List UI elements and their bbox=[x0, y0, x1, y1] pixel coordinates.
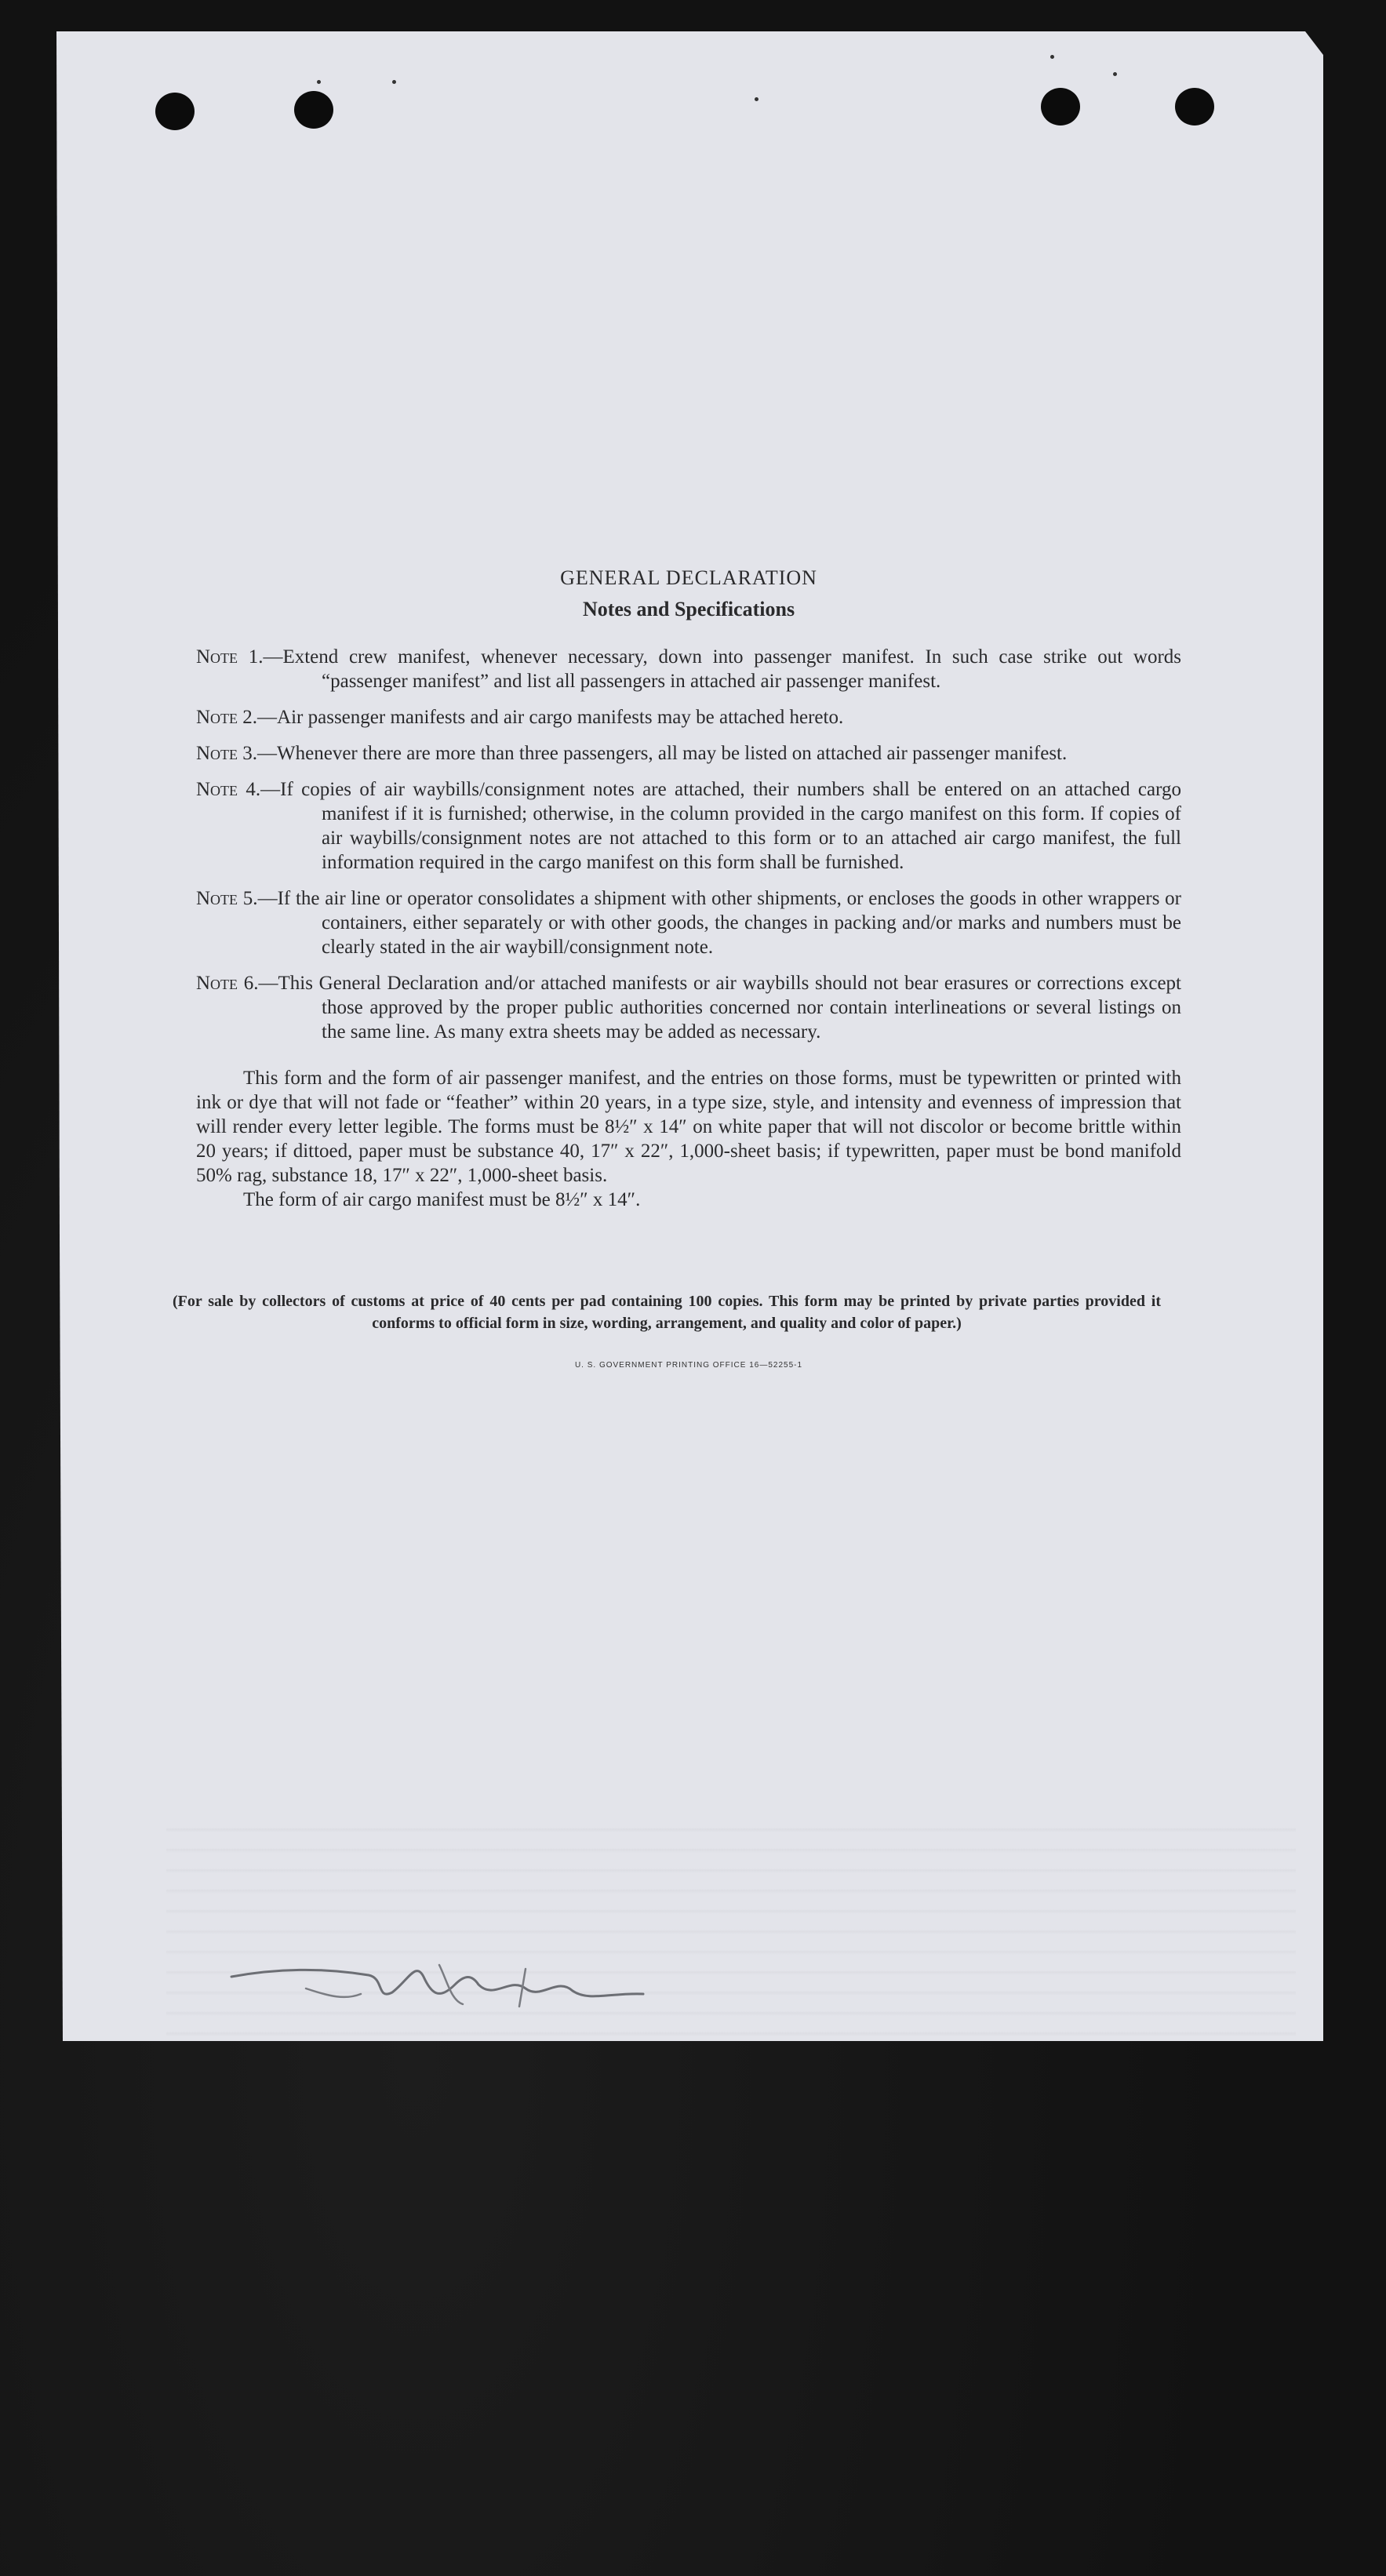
note-label: Note 3. bbox=[196, 743, 258, 764]
note-text: —If copies of air waybills/consignment notes are attached, their numbers shall be entered on an attached cargo manifest if it is furnished; otherwise, in the column provided in the cargo manifest on this form. If copies of air waybills/consignment notes are not attached to this form or to an attached air cargo manifest, the full information required in the cargo manifest on this form shall be furnished. bbox=[260, 779, 1181, 873]
punch-hole-3 bbox=[1041, 88, 1080, 126]
handwritten-signature bbox=[227, 1945, 651, 2016]
page-title: GENERAL DECLARATION bbox=[560, 566, 817, 589]
punch-hole-1 bbox=[155, 93, 195, 130]
note-text: —This General Declaration and/or attached manifests or air waybills should not bear erasures or corrections except those approved by the proper public authorities concerned nor contain interlineations or several listings on the same line. As many extra sheets may be added as necessary. bbox=[258, 973, 1181, 1042]
note-4 bbox=[196, 777, 1181, 875]
note-label: Note 6. bbox=[196, 973, 259, 994]
cargo-manifest-size-paragraph: The form of air cargo manifest must be 8½″ x 14″. bbox=[243, 1189, 641, 1210]
general-declaration-notes bbox=[173, 566, 1182, 1370]
punch-hole-2 bbox=[294, 91, 333, 129]
note-label: Note 2. bbox=[196, 707, 258, 728]
note-text: —Air passenger manifests and air cargo manifests may be attached hereto. bbox=[257, 707, 844, 728]
note-6 bbox=[196, 971, 1181, 1044]
printing-office-imprint: U. S. GOVERNMENT PRINTING OFFICE 16—52255-1 bbox=[574, 1361, 803, 1370]
note-text: —Extend crew manifest, whenever necessary, down into passenger manifest. In such case strike out words “passenger manifest” and list all passengers in attached air passenger manifest. bbox=[263, 646, 1182, 692]
page-subtitle: Notes and Specifications bbox=[582, 598, 795, 620]
note-label: Note 5. bbox=[196, 888, 258, 909]
speck bbox=[1050, 55, 1054, 59]
note-5 bbox=[196, 886, 1181, 959]
sale-notice: (For sale by collectors of customs at price of 40 cents per pad containing 100 copies. This form may be printed by private parties provided it conforms to official form in size, wording, arrangement, and quality and color of paper.) bbox=[173, 1293, 1161, 1332]
form-specification-paragraph: This form and the form of air passenger manifest, and the entries on those forms, must be typewritten or printed with ink or dye that will not fade or “feather” within 20 years, in a type size, style, and intensity and evenness of impression that will render every letter legible. The forms must be 8½″ x 14″ on white paper that will not discolor or become brittle within 20 years; if dittoed, paper must be substance 40, 17″ x 22″, 1,000-sheet basis; if typewritten, paper must be bond manifold 50% rag, substance 18, 17″ x 22″, 1,000-sheet basis. bbox=[196, 1068, 1181, 1186]
punch-hole-4 bbox=[1175, 88, 1214, 126]
speck bbox=[317, 80, 321, 84]
note-1 bbox=[196, 645, 1181, 693]
speck bbox=[755, 97, 758, 101]
note-text: —Whenever there are more than three passengers, all may be listed on attached air passenger manifest. bbox=[257, 743, 1068, 764]
note-label: Note 1. bbox=[196, 646, 264, 668]
note-text: —If the air line or operator consolidates a shipment with other shipments, or encloses the goods in other wrappers or containers, either separately or with other goods, the changes in packing and/or marks and numbers must be clearly stated in the air waybill/consignment note. bbox=[257, 888, 1182, 958]
speck bbox=[1113, 72, 1117, 76]
note-label: Note 4. bbox=[196, 779, 261, 800]
note-3 bbox=[196, 741, 1181, 766]
speck bbox=[392, 80, 396, 84]
note-2 bbox=[196, 705, 1181, 730]
